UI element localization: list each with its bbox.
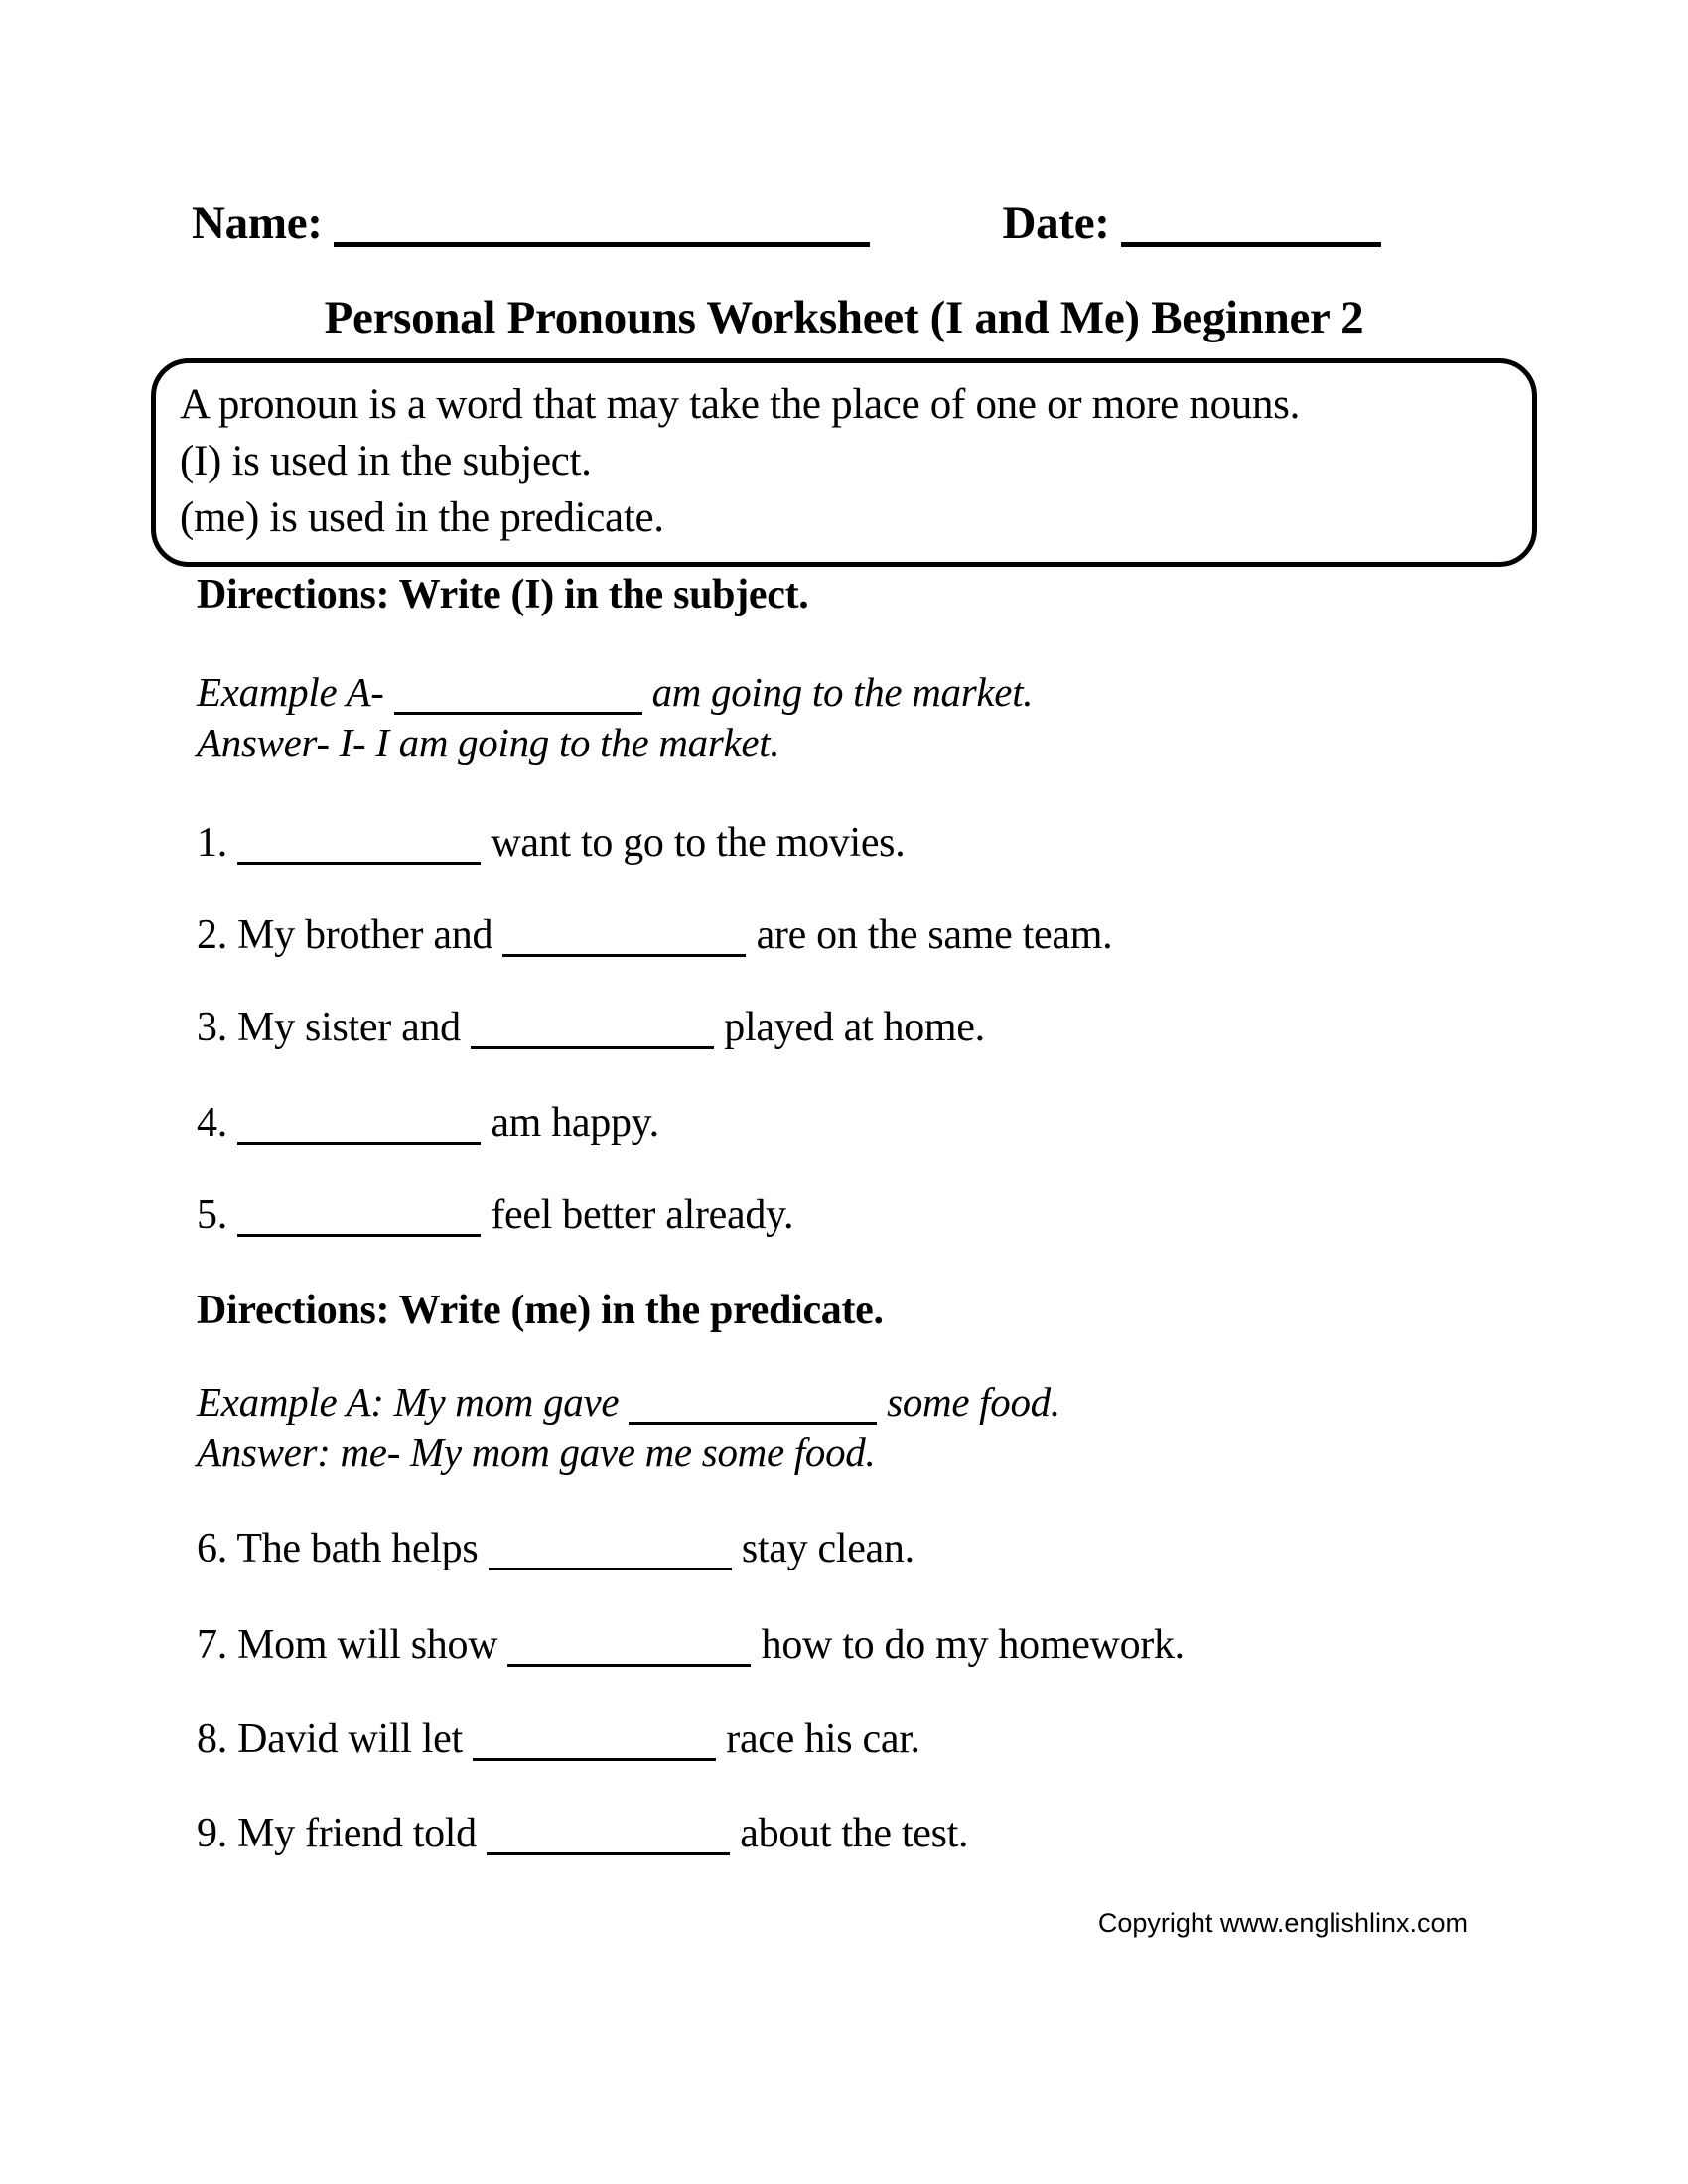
answer-blank [237,1142,481,1145]
header-row [192,197,1569,250]
item-text-post: how to do my homework. [761,1622,1185,1668]
item-text-post: race his car. [726,1716,920,1762]
example-line [197,667,1033,718]
answer-blank [502,954,746,957]
date-blank [1121,242,1381,247]
item-number: 9. [197,1811,227,1856]
item-text-post: played at home. [724,1005,985,1050]
item-number: 8. [197,1716,227,1762]
item-text-post: feel better already. [491,1192,794,1238]
item-text-post: am happy. [491,1100,659,1146]
pronoun-info-box [151,358,1537,567]
copyright-text: Copyright www.englishlinx.com [1097,1908,1468,1938]
answer-blank [507,1664,751,1667]
item-text-post: about the test. [740,1811,969,1856]
answer-line: Answer: me- My mom gave me some food. [197,1430,876,1476]
item-number: 6. [197,1526,227,1571]
item-number: 3. [197,1005,227,1050]
item-text-post: are on the same team. [756,912,1113,958]
item-text-pre: My sister and [237,1005,461,1050]
example-blank [394,712,642,715]
item-number: 1. [197,820,227,866]
item-row [197,911,1112,959]
answer-blank [471,1046,714,1049]
item-row [197,1191,793,1239]
directions-subject: Directions: Write (I) in the subject. [197,572,809,617]
answer-blank [487,1852,730,1855]
item-number: 7. [197,1622,227,1668]
answer-blank [237,1234,481,1237]
item-text-pre: The bath helps [236,1526,479,1571]
item-text-post: stay clean. [741,1526,914,1571]
name-blank [334,242,870,247]
info-line-1: A pronoun is a word that may take the place of one or more nouns. [180,381,1301,428]
item-text-pre: My friend told [237,1811,477,1856]
item-row [197,1004,985,1051]
item-row [197,1810,968,1857]
info-line-3: (me) is used in the predicate. [180,493,664,541]
example-block-predicate [197,1377,1060,1479]
example-text-pre: Example A- [197,669,384,715]
answer-blank [237,862,481,865]
directions-predicate: Directions: Write (me) in the predicate. [197,1288,884,1333]
item-text-pre: David will let [237,1716,463,1762]
example-blank [629,1422,877,1425]
item-number: 5. [197,1192,227,1238]
date-label: Date: [1002,198,1110,249]
item-text-post: want to go to the movies. [491,820,906,866]
example-text-post: am going to the market. [651,669,1034,715]
answer-blank [489,1568,732,1570]
example-line [197,1377,1060,1428]
answer-blank [473,1758,716,1761]
item-row [197,1715,920,1763]
example-block-subject [197,667,1033,769]
item-number: 2. [197,912,227,958]
item-text-pre: My brother and [237,912,493,958]
item-row [197,1621,1185,1669]
page-title: Personal Pronouns Worksheet (I and Me) Beginner 2 [324,292,1364,343]
example-text-pre: Example A: My mom gave [197,1379,620,1425]
item-row [197,1525,914,1572]
name-label: Name: [192,198,323,249]
item-text-pre: Mom will show [237,1622,498,1668]
answer-line: Answer- I- I am going to the market. [197,720,780,766]
item-row [197,819,905,867]
info-line-2: (I) is used in the subject. [180,437,592,484]
item-number: 4. [197,1100,227,1146]
example-text-post: some food. [887,1379,1060,1425]
item-row [197,1099,659,1147]
